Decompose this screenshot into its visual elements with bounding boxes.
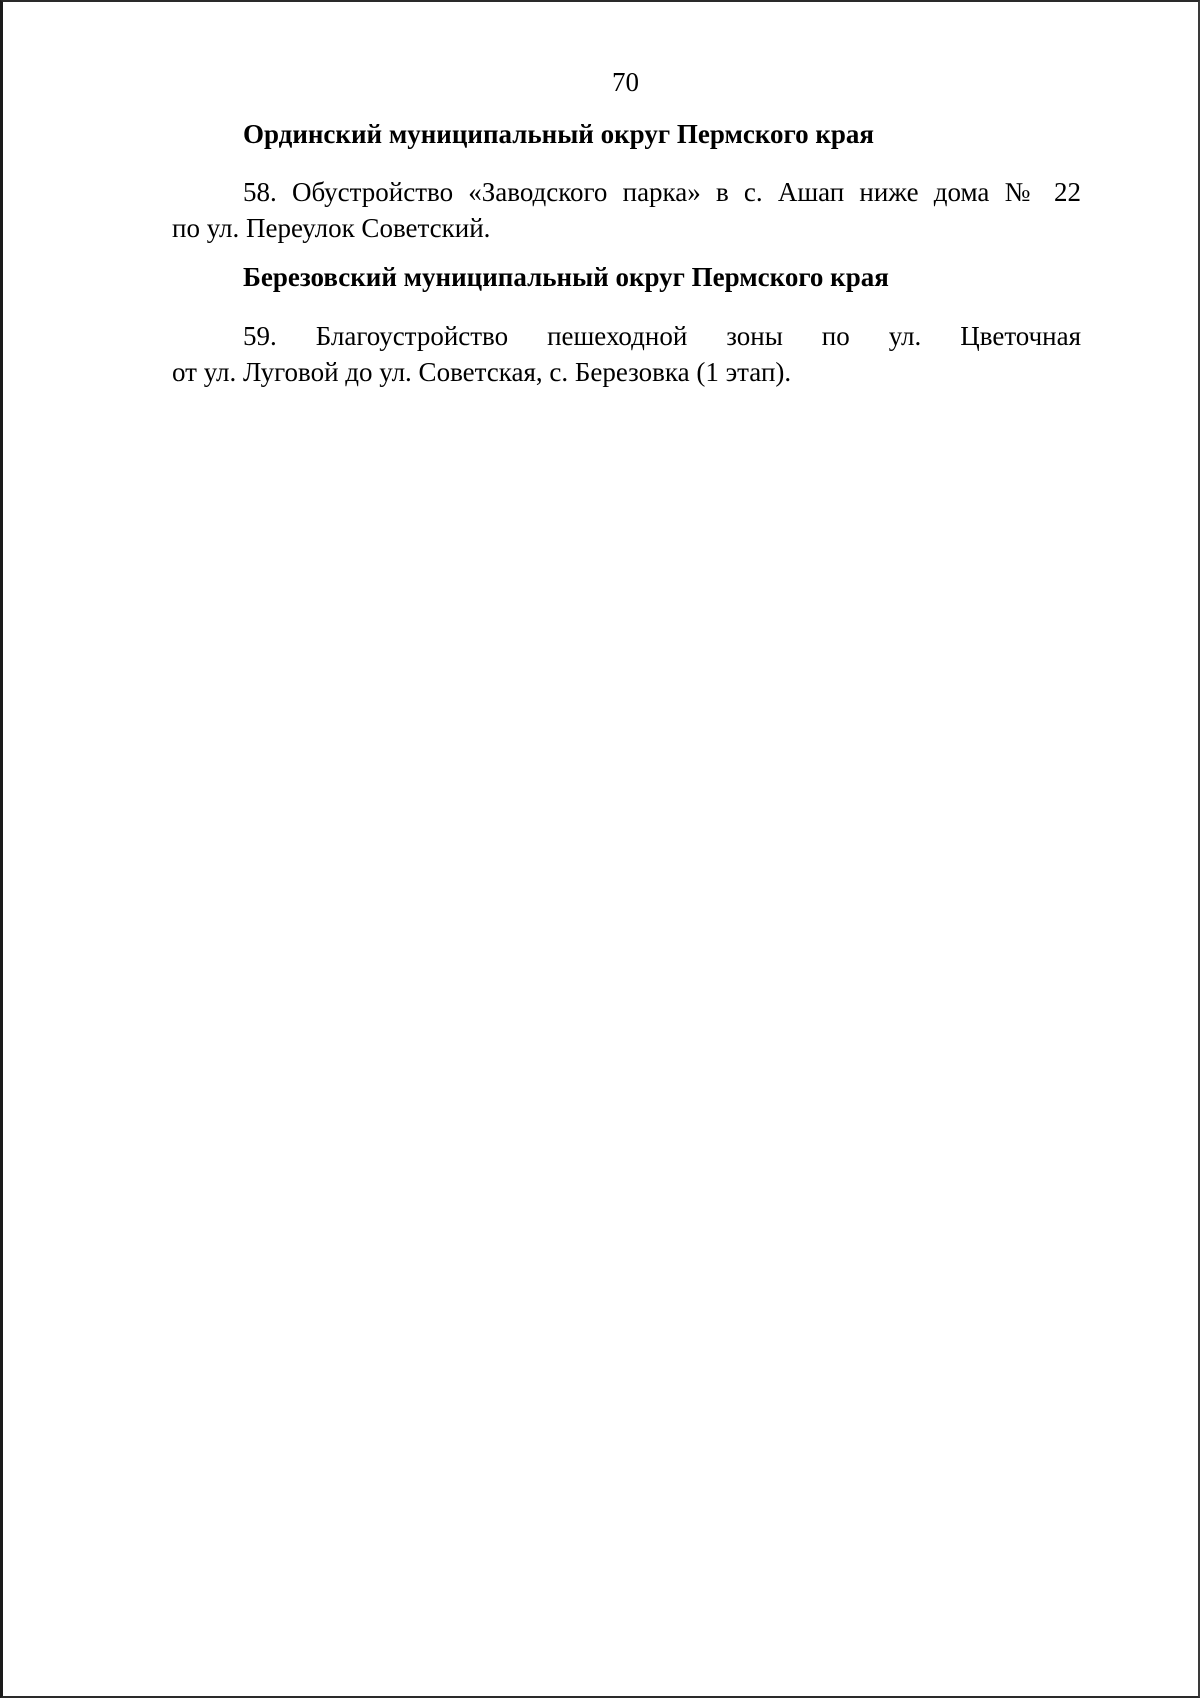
section-heading-ordinsky: Ординский муниципальный округ Пермского края <box>243 119 875 149</box>
list-item-58 <box>172 174 1081 246</box>
list-item-59-line1: 59. Благоустройство пешеходной зоны по ул. Цветочная <box>243 321 1081 351</box>
list-item-59 <box>172 318 1081 390</box>
list-item-59-line2: от ул. Луговой до ул. Советская, с. Березовка (1 этап). <box>172 357 792 387</box>
list-item-58-line1: 58. Обустройство «Заводского парка» в с. Ашап ниже дома № 22 <box>243 177 1081 207</box>
section-heading-berezovsky: Березовский муниципальный округ Пермского края <box>243 262 889 292</box>
list-item-58-line2: по ул. Переулок Советский. <box>172 213 491 243</box>
page-number: 70 <box>612 67 639 97</box>
